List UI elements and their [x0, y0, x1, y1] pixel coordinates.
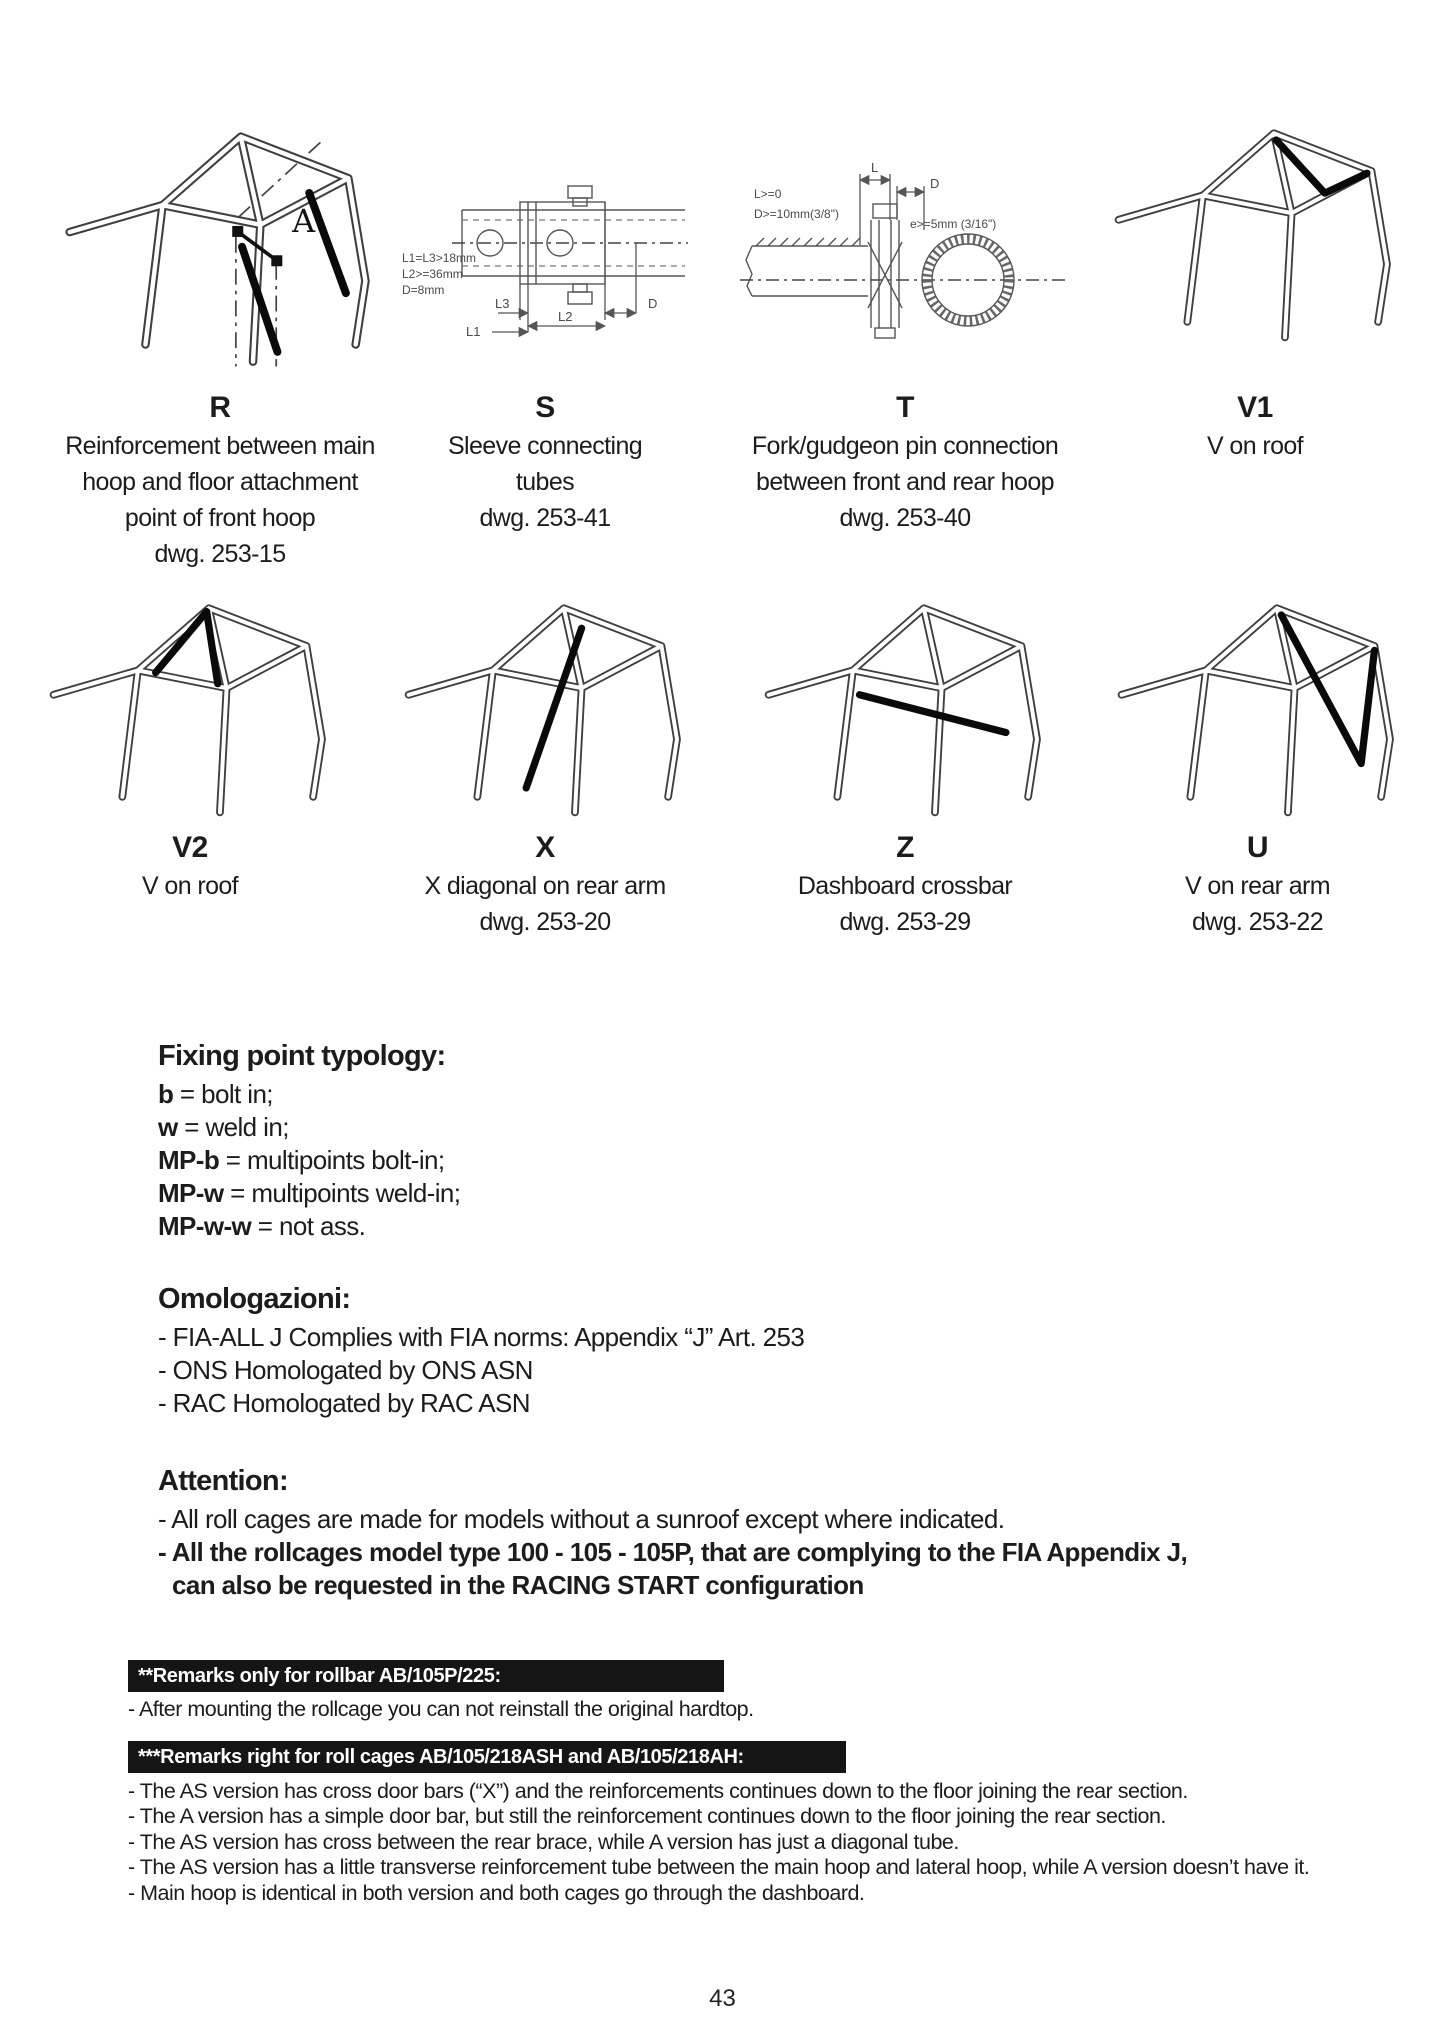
roll-cage-drawing-r [55, 100, 385, 390]
section-homologations [158, 1283, 1358, 1420]
homologation-item: - RAC Homologated by RAC ASN [158, 1388, 530, 1418]
homologations-heading: Omologazioni: [158, 1283, 351, 1315]
typology-item: w = weld in; [158, 1112, 289, 1142]
section-fixing-typology [158, 1040, 1358, 1243]
figure-t [735, 100, 1075, 536]
figure-label-r: R [209, 391, 231, 424]
figure-r [55, 100, 385, 572]
fork-pin-svg-t [740, 150, 1070, 350]
remarks2-line: - Main hoop is identical in both version and both cages go through the dashboard. [128, 1880, 865, 1905]
section-attention [158, 1465, 1358, 1602]
caption-line: between front and rear hoop [756, 468, 1054, 496]
t-note-2: D>=10mm(3/8") [754, 207, 839, 221]
page-number: 43 [709, 1985, 736, 2012]
roll-cage-drawing-z [750, 575, 1060, 830]
figure-label-x: X [535, 831, 555, 864]
fork-pin-drawing-t [735, 100, 1075, 390]
caption-line: Sleeve connecting [447, 432, 643, 460]
cage-svg-z [755, 575, 1055, 819]
typology-item: b = bolt in; [158, 1079, 273, 1109]
figure-label-t: T [896, 391, 914, 424]
figure-caption-x [395, 868, 695, 940]
figure-label-s: S [535, 391, 555, 424]
caption-line: tubes [515, 468, 575, 496]
figure-caption-z [750, 868, 1060, 940]
caption-line: dwg. 253-15 [154, 540, 286, 568]
remarks-rollcages-218 [128, 1741, 1368, 1906]
typology-heading: Fixing point typology: [158, 1040, 446, 1072]
remarks2-line: - The AS version has a little transverse reinforcement tube between the main hoop and lateral hoop, while A version doesn’t have it. [128, 1855, 1310, 1880]
s-note-3: D=8mm [402, 283, 445, 297]
caption-line: dwg. 253-22 [1192, 908, 1323, 936]
figure-u [1100, 575, 1415, 940]
t-note-3: e>=5mm (3/16") [910, 217, 997, 231]
typology-item: MP-w-w = not ass. [158, 1211, 366, 1241]
remarks2-bar: ***Remarks right for roll cages AB/105/218ASH and AB/105/218AH: [128, 1741, 846, 1773]
roll-cage-drawing-x [395, 575, 695, 830]
remarks2-line: - The AS version has cross between the rear brace, while A version has just a diagonal tube. [128, 1829, 959, 1854]
typology-item: MP-w = multipoints weld-in; [158, 1178, 461, 1208]
caption-line: Reinforcement between main [65, 432, 375, 460]
figure-label-u: U [1246, 831, 1269, 864]
caption-line: dwg. 253-20 [479, 908, 611, 936]
remarks2-lines [128, 1779, 1368, 1906]
s-note-1: L1=L3>18mm [402, 251, 477, 265]
figure-z [750, 575, 1060, 940]
cage-svg-u [1108, 575, 1408, 819]
t-note-1: L>=0 [754, 187, 782, 201]
homologation-item: - FIA-ALL J Complies with FIA norms: Appendix “J” Art. 253 [158, 1322, 805, 1352]
caption-line: Fork/gudgeon pin connection [751, 432, 1059, 460]
figure-x [395, 575, 695, 940]
remarks1-line: - After mounting the rollcage you can not reinstall the original hardtop. [128, 1697, 754, 1721]
roll-cage-drawing-v2 [30, 575, 350, 830]
cage-svg-v2 [40, 575, 340, 819]
s-note-2: L2>=36mm [402, 267, 463, 281]
caption-line: dwg. 253-29 [839, 908, 971, 936]
roll-cage-drawing-v1 [1095, 100, 1415, 390]
cage-svg-r [55, 100, 385, 369]
homologation-item: - ONS Homologated by ONS ASN [158, 1355, 533, 1385]
caption-line: X diagonal on rear arm [424, 872, 666, 900]
figure-caption-s [395, 428, 695, 536]
caption-line: V on roof [141, 872, 239, 900]
s-dim-l3: L3 [495, 296, 510, 311]
sleeve-drawing-s [395, 100, 695, 390]
attention-heading: Attention: [158, 1465, 288, 1497]
attention-line-bold: can also be requested in the RACING START configuration [172, 1570, 864, 1600]
caption-line: V on roof [1206, 432, 1304, 460]
s-dim-l2: L2 [558, 309, 573, 324]
remarks-rollbar-105p [128, 1660, 1368, 1722]
cage-svg-v1 [1105, 100, 1405, 344]
s-dim-d: D [648, 296, 658, 311]
caption-line: dwg. 253-40 [839, 504, 971, 532]
figure-v2 [30, 575, 350, 904]
attention-line-bold: - All the rollcages model type 100 - 105 - 105P, that are complying to the FIA Appendix J, [158, 1537, 1188, 1567]
caption-line: Dashboard crossbar [797, 872, 1013, 900]
figure-caption-t [735, 428, 1075, 536]
figure-label-z: Z [896, 831, 914, 864]
figure-s [395, 100, 695, 536]
remarks1-bar: **Remarks only for rollbar AB/105P/225: [128, 1660, 724, 1692]
figure-label-v2: V2 [172, 831, 208, 864]
figure-caption-v1 [1095, 428, 1415, 464]
point-a-label: A [292, 204, 316, 241]
t-dim-l: L [871, 160, 879, 175]
caption-line: point of front hoop [124, 504, 316, 532]
figure-caption-r [55, 428, 385, 572]
t-dim-d: D [930, 176, 940, 191]
caption-line: dwg. 253-41 [479, 504, 611, 532]
caption-line: V on rear arm [1184, 872, 1331, 900]
figure-caption-v2 [30, 868, 350, 904]
cage-svg-x [395, 575, 695, 819]
figure-caption-u [1100, 868, 1415, 940]
figure-label-v1: V1 [1237, 391, 1273, 424]
caption-line: hoop and floor attachment [82, 468, 358, 496]
remarks2-line: - The AS version has cross door bars (“X”) and the reinforcements continues down to the floor joining the rear section. [128, 1779, 1188, 1803]
figure-v1 [1095, 100, 1415, 464]
typology-item: MP-b = multipoints bolt-in; [158, 1145, 445, 1175]
remarks2-line: - The A version has a simple door bar, but still the reinforcement continues down to the floor joining the rear section. [128, 1804, 1166, 1829]
sleeve-svg-s [400, 158, 690, 338]
roll-cage-drawing-u [1100, 575, 1415, 830]
s-dim-l1: L1 [466, 324, 481, 338]
attention-line: - All roll cages are made for models without a sunroof except where indicated. [158, 1504, 1005, 1534]
